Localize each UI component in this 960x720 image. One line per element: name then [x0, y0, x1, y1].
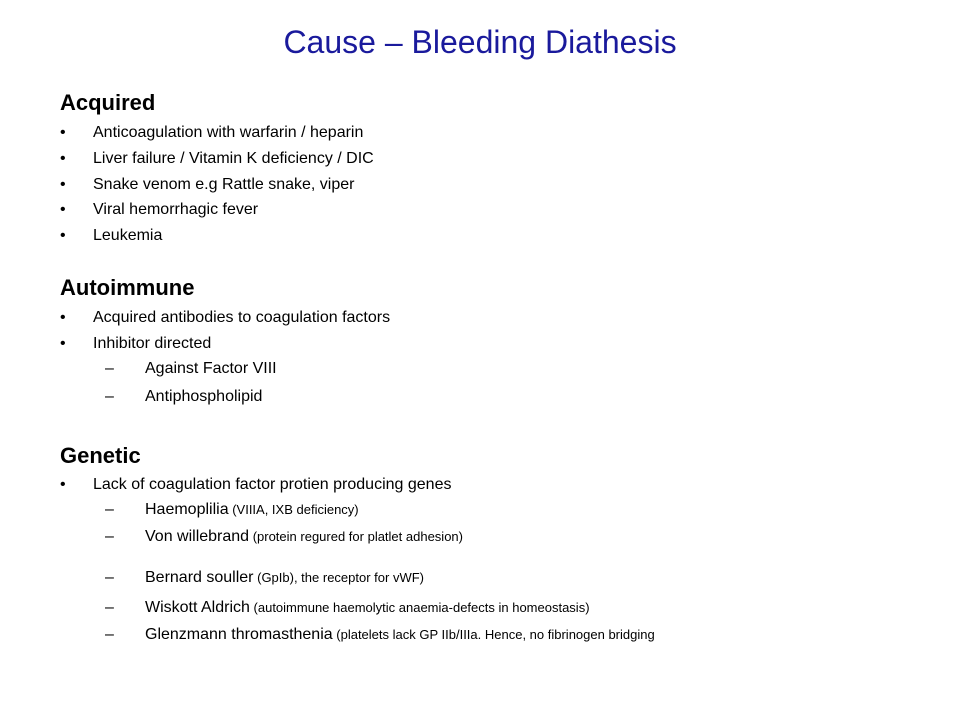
sub-main: Haemoplilia	[145, 501, 229, 518]
heading-acquired: Acquired	[60, 90, 156, 115]
sub-dash: –	[105, 528, 114, 545]
sub-note: (GpIb), the receptor for vWF)	[253, 570, 424, 585]
bullet-dot: •	[60, 201, 66, 218]
sub-note: (protein regured for platlet adhesion)	[249, 529, 463, 544]
sub-dash: –	[105, 501, 114, 518]
bullet-dot: •	[60, 227, 66, 244]
slide-title: Cause – Bleeding Diathesis	[283, 24, 677, 60]
bullet-dot: •	[60, 476, 66, 493]
bullet-text: Liver failure / Vitamin K deficiency / DIC	[93, 150, 374, 167]
sub-dash: –	[105, 569, 114, 586]
bullet-text: Leukemia	[93, 227, 163, 244]
sub-note: (autoimmune haemolytic anaemia-defects in homeostasis)	[249, 600, 590, 615]
sub-note: (VIIIA, IXB deficiency)	[228, 502, 359, 517]
sub-dash: –	[105, 388, 114, 405]
bullet-dot: •	[60, 150, 66, 167]
bullet-text: Viral hemorrhagic fever	[93, 201, 259, 218]
bullet-text: Anticoagulation with warfarin / heparin	[93, 124, 364, 141]
sub-text	[145, 597, 590, 619]
sub-dash: –	[105, 599, 114, 616]
sub-text	[145, 567, 424, 589]
bullet-dot: •	[60, 335, 66, 352]
sub-note: (platelets lack GP IIb/IIIa. Hence, no fibrinogen bridging	[332, 627, 655, 642]
bullet-text: Inhibitor directed	[93, 335, 212, 352]
bullet-dot: •	[60, 124, 66, 141]
sub-dash: –	[105, 360, 114, 377]
sub-dash: –	[105, 626, 114, 643]
sub-main: Von willebrand	[145, 528, 250, 545]
bullet-text: Snake venom e.g Rattle snake, viper	[93, 176, 355, 193]
bullet-text: Lack of coagulation factor protien producing genes	[93, 476, 452, 493]
sub-text	[145, 624, 655, 646]
sub-text	[145, 499, 359, 521]
sub-text: Against Factor VIII	[145, 360, 277, 377]
heading-genetic: Genetic	[60, 443, 141, 468]
sub-main: Wiskott Aldrich	[145, 599, 250, 616]
sub-text: Antiphospholipid	[145, 388, 263, 405]
bullet-text: Acquired antibodies to coagulation factors	[93, 309, 391, 326]
sub-main: Bernard souller	[145, 569, 254, 586]
sub-text	[145, 526, 463, 548]
heading-autoimmune: Autoimmune	[60, 275, 195, 300]
bullet-dot: •	[60, 309, 66, 326]
bullet-dot: •	[60, 176, 66, 193]
sub-main: Glenzmann thromasthenia	[145, 626, 333, 643]
